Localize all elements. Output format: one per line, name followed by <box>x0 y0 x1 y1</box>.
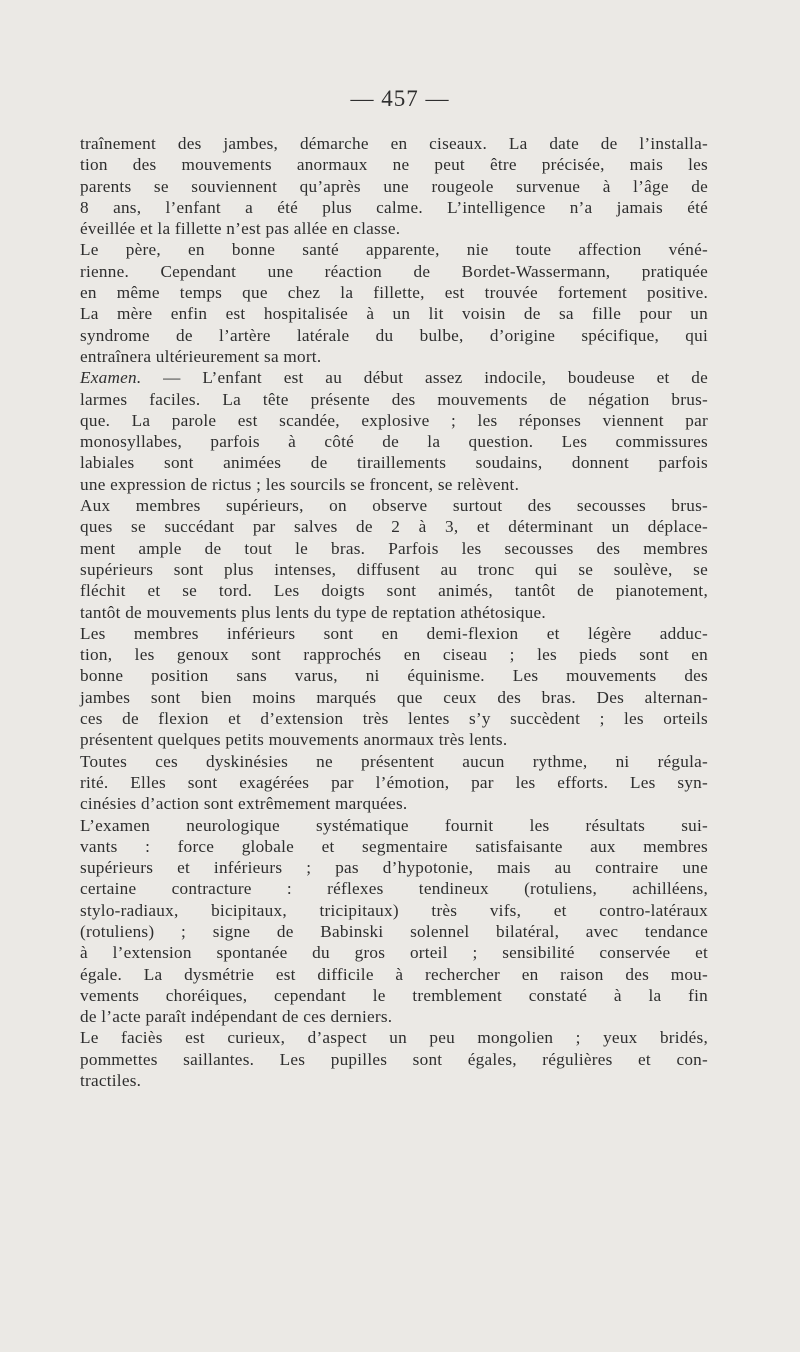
text-line: larmes faciles. La tête présente des mouvements de négation brus- <box>80 389 708 409</box>
text-line: 8 ans, l’enfant a été plus calme. L’intelligence n’a jamais été <box>80 197 708 217</box>
text-line: fléchit et se tord. Les doigts sont animés, tantôt de pianotement, <box>80 581 708 601</box>
text-line: labiales sont animées de tiraillements soudains, donnent parfois <box>80 453 708 473</box>
text-line: à l’extension spontanée du gros orteil ; sensibilité conservée et <box>80 943 708 963</box>
text-line: éveillée et la fillette n’est pas allée en classe. <box>80 219 401 239</box>
text-line: Les membres inférieurs sont en demi-flexion et légère adduc- <box>80 623 708 643</box>
text-line: stylo-radiaux, bicipitaux, tricipitaux) très vifs, et contro-latéraux <box>80 900 708 920</box>
text-line: pommettes saillantes. Les pupilles sont égales, régulières et con- <box>80 1049 708 1069</box>
text-line: rité. Elles sont exagérées par l’émotion, par les efforts. Les syn- <box>80 772 708 792</box>
text-line: ment ample de tout le bras. Parfois les secousses des membres <box>80 538 708 558</box>
text-line: tion, les genoux sont rapprochés en ciseau ; les pieds sont en <box>80 645 708 665</box>
text-line: ces de flexion et d’extension très lentes s’y succèdent ; les orteils <box>80 709 708 729</box>
body-text <box>80 133 708 1091</box>
text-line: monosyllabes, parfois à côté de la question. Les commissures <box>80 432 708 452</box>
text-line: tion des mouvements anormaux ne peut être précisée, mais les <box>80 155 708 175</box>
section-heading: Examen. <box>80 368 142 388</box>
text-line: certaine contracture : réflexes tendineux (rotuliens, achilléens, <box>80 879 708 899</box>
text-line: syndrome de l’artère latérale du bulbe, d’origine spécifique, qui <box>80 325 708 345</box>
text-line: entraînera ultérieurement sa mort. <box>80 346 322 366</box>
text-line: ques se succédant par salves de 2 à 3, et déterminant un déplace- <box>80 517 708 537</box>
text-line: une expression de rictus ; les sourcils se froncent, se relèvent. <box>80 474 520 494</box>
text-line: parents se souviennent qu’après une rougeole survenue à l’âge de <box>80 176 708 196</box>
text-line: jambes sont bien moins marqués que ceux des bras. Des alternan- <box>80 687 708 707</box>
text-line: en même temps que chez la fillette, est trouvée fortement positive. <box>80 283 708 303</box>
text-line: L’examen neurologique systématique fournit les résultats sui- <box>80 815 708 835</box>
text-line: présentent quelques petits mouvements anormaux très lents. <box>80 730 508 750</box>
text-line <box>80 367 708 388</box>
text-line: égale. La dysmétrie est difficile à rechercher en raison des mou- <box>80 964 708 984</box>
text-line: traînement des jambes, démarche en ciseaux. La date de l’installa- <box>80 134 708 153</box>
text-line: rienne. Cependant une réaction de Bordet-Wassermann, pratiquée <box>80 261 708 281</box>
text-line: bonne position sans varus, ni équinisme. Les mouvements des <box>80 666 708 686</box>
text-line: vements choréiques, cependant le tremblement constaté à la fin <box>80 985 708 1005</box>
text-line: La mère enfin est hospitalisée à un lit voisin de sa fille pour un <box>80 304 708 324</box>
text-line: vants : force globale et segmentaire satisfaisante aux membres <box>80 836 708 856</box>
text-line: (rotuliens) ; signe de Babinski solennel bilatéral, avec tendance <box>80 921 708 941</box>
text-line: tantôt de mouvements plus lents du type de reptation athétosique. <box>80 602 546 622</box>
text-line: cinésies d’action sont extrêmement marquées. <box>80 794 408 814</box>
page-number: — 457 — <box>350 86 450 111</box>
text-line-content: — L’enfant est au début assez indocile, boudeuse et de <box>141 368 708 388</box>
text-line: tractiles. <box>80 1071 142 1091</box>
text-line: Aux membres supérieurs, on observe surtout des secousses brus- <box>80 496 708 516</box>
text-line: Toutes ces dyskinésies ne présentent aucun rythme, ni régula- <box>80 751 708 771</box>
text-line: Le faciès est curieux, d’aspect un peu mongolien ; yeux bridés, <box>80 1028 708 1048</box>
text-line: supérieurs et inférieurs ; pas d’hypotonie, mais au contraire une <box>80 858 708 878</box>
text-line: de l’acte paraît indépendant de ces derniers. <box>80 1007 393 1027</box>
text-line: que. La parole est scandée, explosive ; les réponses viennent par <box>80 410 708 430</box>
text-line: Le père, en bonne santé apparente, nie toute affection véné- <box>80 240 708 260</box>
text-line: supérieurs sont plus intenses, diffusent au tronc qui se soulève, se <box>80 559 708 579</box>
